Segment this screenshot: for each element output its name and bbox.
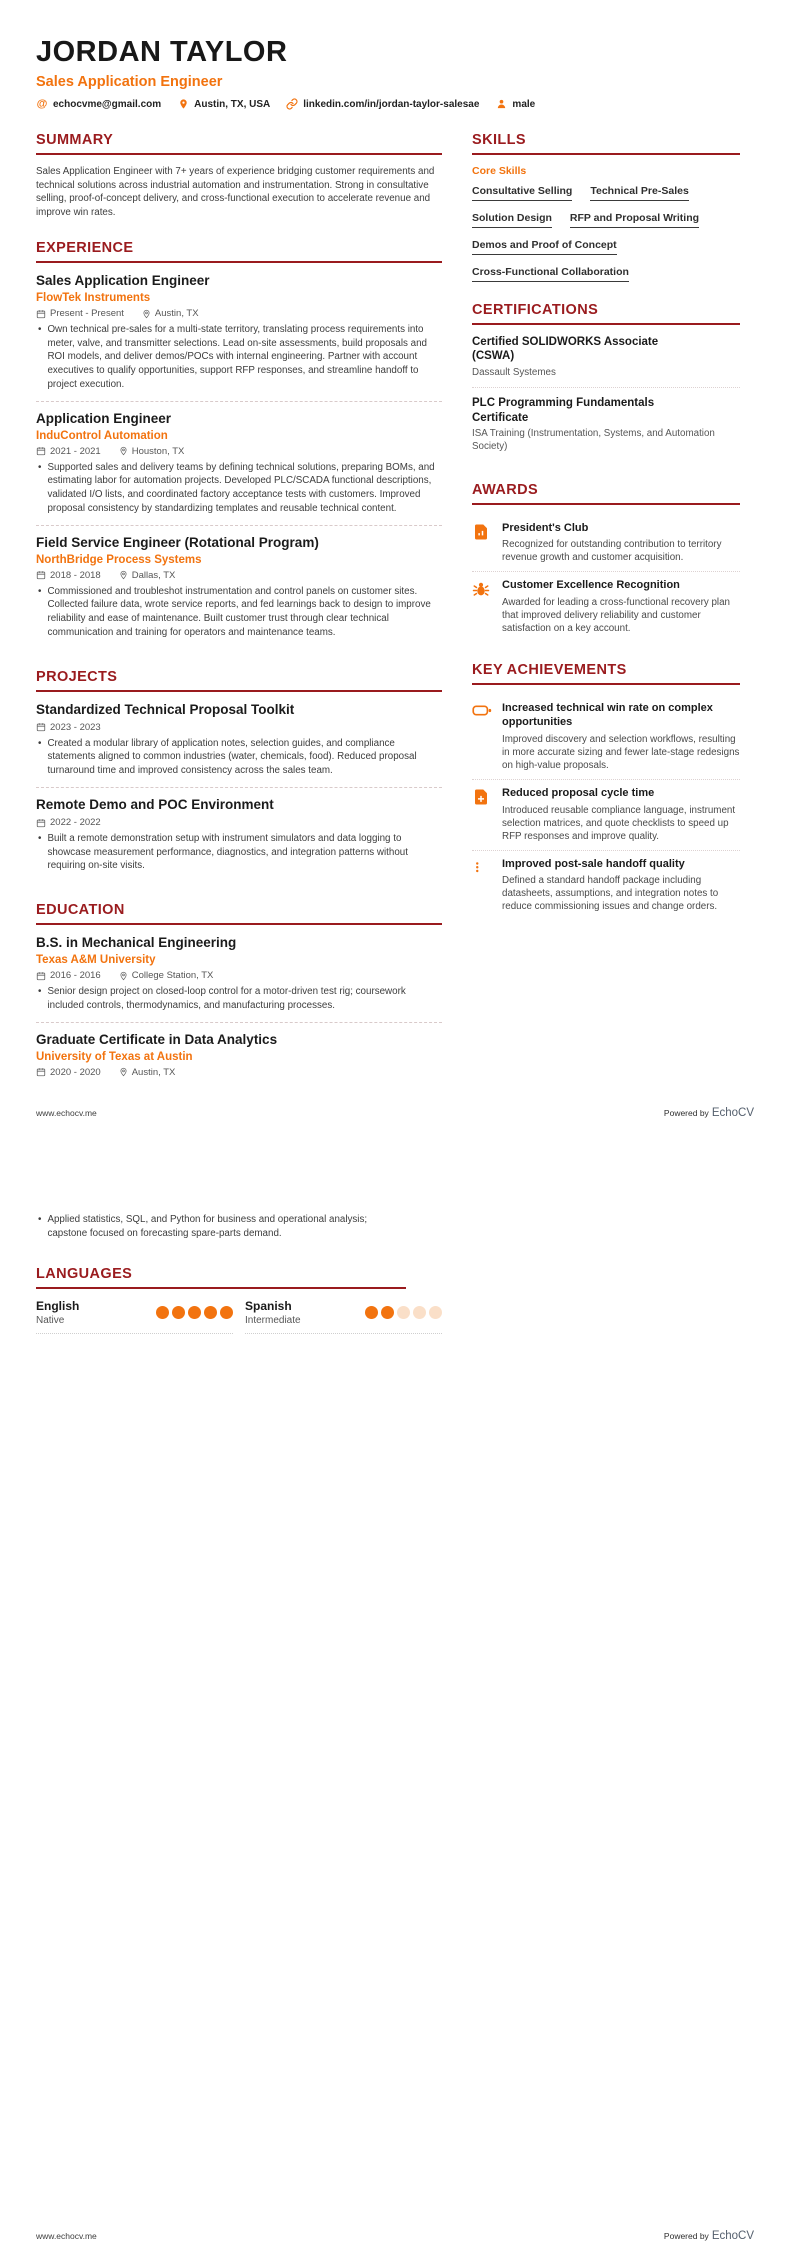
award-entry xyxy=(472,572,740,642)
dots-vertical-icon xyxy=(472,858,492,914)
contact-location xyxy=(177,98,270,110)
education-entry xyxy=(36,935,442,1023)
bug-icon xyxy=(472,579,492,635)
job-location: Houston, TX xyxy=(119,446,185,457)
experience-entry xyxy=(36,411,442,526)
date-range: 2018 - 2018 xyxy=(36,570,101,581)
date-range: 2023 - 2023 xyxy=(36,722,101,733)
calendar-icon xyxy=(36,446,46,456)
achievement-entry xyxy=(472,780,740,851)
project-title: Standardized Technical Proposal Toolkit xyxy=(36,701,295,717)
company-name: NorthBridge Process Systems xyxy=(36,553,202,566)
calendar-icon xyxy=(36,1067,46,1077)
experience-section xyxy=(36,240,442,649)
certifications-section xyxy=(472,302,740,462)
skill-item: RFP and Proposal Writing xyxy=(570,212,699,228)
language-level-dot xyxy=(156,1306,169,1319)
project-entry xyxy=(36,702,442,788)
language-level-dot xyxy=(172,1306,185,1319)
echocv-brand: EchoCV xyxy=(711,1107,754,1119)
footer-site-url[interactable]: www.echocv.me xyxy=(36,2231,97,2241)
project-title: Remote Demo and POC Environment xyxy=(36,796,274,812)
language-name: English xyxy=(36,1299,80,1314)
date-range: 2022 - 2022 xyxy=(36,817,101,828)
skill-item: Demos and Proof of Concept xyxy=(472,239,617,255)
calendar-icon xyxy=(36,971,46,981)
education-bullet-continued: • Applied statistics, SQL, and Python for business and operational analysis; capstone focused on forecasting spare-parts demand. xyxy=(38,1214,368,1239)
candidate-job-title: Sales Application Engineer xyxy=(36,74,223,90)
award-title: Customer Excellence Recognition xyxy=(502,579,680,592)
school-location: College Station, TX xyxy=(119,970,214,981)
left-column xyxy=(36,132,442,1111)
footer-powered-by: Powered by EchoCV xyxy=(663,2230,754,2242)
languages-section xyxy=(36,1266,406,1334)
education-heading: EDUCATION xyxy=(36,902,442,925)
language-level-dot xyxy=(413,1306,426,1319)
certification-name: Certified SOLIDWORKS Associate (CSWA) xyxy=(472,336,659,363)
page-footer xyxy=(36,1107,754,1119)
language-entry xyxy=(36,1299,233,1334)
contact-linkedin-text: linkedin.com/in/jordan-taylor-salesae xyxy=(303,98,480,110)
project-entry xyxy=(36,797,442,882)
document-chart-icon xyxy=(472,522,492,565)
certification-entry xyxy=(472,335,740,388)
company-name: InduControl Automation xyxy=(36,429,168,442)
location-pin-icon xyxy=(142,309,151,319)
certification-issuer: Dassault Systemes xyxy=(472,366,556,378)
link-icon xyxy=(286,98,298,110)
award-description: Recognized for outstanding contribution to territory revenue growth and customer acquisition. xyxy=(502,539,722,564)
projects-section xyxy=(36,669,442,883)
experience-heading: EXPERIENCE xyxy=(36,240,442,263)
page-footer xyxy=(36,2230,754,2242)
achievement-title: Increased technical win rate on complex opportunities xyxy=(502,702,713,729)
contact-row xyxy=(36,98,756,110)
award-description: Awarded for leading a cross-functional recovery plan that improved delivery reliability and customer satisfaction on a key account. xyxy=(502,597,730,635)
degree-title: Graduate Certificate in Data Analytics xyxy=(36,1031,278,1047)
job-bullet: • Own technical pre-sales for a multi-state territory, translating process requirements into meter, valve, and transmitter selections. Lead on-site assessments, build proposals and ROI models, and deliver demos/POCs with internal engineering. Partner with account executives to qualify opportunities, support RFP responses, and streamline handoff to project execution. xyxy=(38,324,427,390)
person-icon xyxy=(495,98,507,110)
language-level-dot xyxy=(365,1306,378,1319)
education-bullet: • Senior design project on closed-loop control for a motor-driven test rig; coursework included controls, thermodynamics, and manufacturing processes. xyxy=(38,986,406,1011)
battery-icon xyxy=(472,702,492,772)
language-level-dots xyxy=(156,1306,233,1319)
awards-heading: AWARDS xyxy=(472,482,740,505)
language-entry xyxy=(245,1299,442,1334)
calendar-icon xyxy=(36,722,46,732)
summary-section xyxy=(36,132,442,220)
language-level: Intermediate xyxy=(245,1315,301,1327)
summary-heading: SUMMARY xyxy=(36,132,442,155)
education-entry xyxy=(36,1032,442,1091)
skills-section xyxy=(472,132,740,282)
experience-entry xyxy=(36,535,442,649)
certification-name: PLC Programming Fundamentals Certificate xyxy=(472,397,655,424)
right-column xyxy=(472,132,740,1111)
job-title: Application Engineer xyxy=(36,410,172,426)
key-achievements-heading: KEY ACHIEVEMENTS xyxy=(472,662,740,685)
project-bullet: • Created a modular library of application notes, selection guides, and compliance statements aligned to common industries (water, chemicals, food). Reduced proposal turnaround time and improved consistency across the sales team. xyxy=(38,737,417,777)
date-range: Present - Present xyxy=(36,308,124,319)
resume-header xyxy=(36,36,756,110)
languages-row xyxy=(36,1299,442,1334)
language-level-dot xyxy=(204,1306,217,1319)
summary-text: Sales Application Engineer with 7+ years of experience bridging customer requirements and technical solutions across industrial automation and instrumentation. Strong in consultative selling, proof-of-concept delivery, and cross-functional execution to accelerate revenue and improve win rates. xyxy=(36,166,435,219)
calendar-icon xyxy=(36,309,46,319)
language-name: Spanish xyxy=(245,1299,292,1314)
contact-gender-text: male xyxy=(512,98,536,110)
job-title: Field Service Engineer (Rotational Program) xyxy=(36,534,319,550)
company-name: FlowTek Instruments xyxy=(36,292,151,304)
achievement-description: Improved discovery and selection workflows, resulting in more accurate sizing and fewer late-stage redesigns on high-value proposals. xyxy=(502,733,740,771)
skill-item: Cross-Functional Collaboration xyxy=(472,266,629,282)
candidate-name: JORDAN TAYLOR xyxy=(36,36,288,68)
language-level-dot xyxy=(220,1306,233,1319)
language-level: Native xyxy=(36,1315,65,1327)
job-location: Austin, TX xyxy=(142,308,199,319)
contact-email-text: echocvme@gmail.com xyxy=(53,98,162,110)
calendar-icon xyxy=(36,570,46,580)
achievement-description: Introduced reusable compliance language, instrument selection matrices, and quote checklists to speed up RFP responses and improve quality. xyxy=(502,804,736,842)
date-range: 2016 - 2016 xyxy=(36,970,101,981)
skills-group-label: Core Skills xyxy=(472,165,527,177)
language-level-dot xyxy=(429,1306,442,1319)
languages-heading: LANGUAGES xyxy=(36,1266,406,1289)
skill-item: Solution Design xyxy=(472,212,552,228)
contact-gender xyxy=(495,98,535,110)
key-achievements-section xyxy=(472,662,740,920)
skills-heading: SKILLS xyxy=(472,132,740,155)
school-name: Texas A&M University xyxy=(36,954,156,967)
contact-location-text: Austin, TX, USA xyxy=(194,98,271,110)
skill-item: Consultative Selling xyxy=(472,185,572,201)
awards-section xyxy=(472,482,740,643)
experience-entry xyxy=(36,273,442,402)
job-bullet: • Commissioned and troubleshot instrumentation and control panels on customer sites. Collected failure data, wrote service reports, and fed learnings back to design to improve reliability and ease of maintenance. Built customer trust through clear technical communication and training for operators and maintenance teams. xyxy=(38,585,431,638)
certifications-heading: CERTIFICATIONS xyxy=(472,302,740,325)
award-title: President's Club xyxy=(502,521,589,534)
language-level-dots xyxy=(365,1306,442,1319)
language-level-dot xyxy=(381,1306,394,1319)
project-bullet: • Built a remote demonstration setup with instrument simulators and data logging to showcase measurement performance, diagnostics, and integration patterns without requiring on-site visits. xyxy=(38,833,408,872)
footer-site-url[interactable]: www.echocv.me xyxy=(36,1108,97,1118)
achievement-entry xyxy=(472,695,740,780)
date-range: 2021 - 2021 xyxy=(36,446,101,457)
document-plus-icon xyxy=(472,787,492,843)
school-name: University of Texas at Austin xyxy=(36,1050,193,1063)
certification-issuer: ISA Training (Instrumentation, Systems, and Automation Society) xyxy=(472,428,715,452)
education-section xyxy=(36,902,442,1091)
achievement-title: Improved post-sale handoff quality xyxy=(502,857,685,870)
job-bullet: • Supported sales and delivery teams by defining technical solutions, preparing BOMs, and estimating labor for automation projects. Developed PLC/SCADA functional descriptions, validated I/O lists, and coordinated factory acceptance tests with customers. Improved proposal consistency by standardizing templates and reusable technical content. xyxy=(38,461,435,514)
achievement-title: Reduced proposal cycle time xyxy=(502,786,655,799)
skills-list xyxy=(472,185,740,282)
school-location: Austin, TX xyxy=(119,1067,176,1078)
job-title: Sales Application Engineer xyxy=(36,272,210,288)
language-level-dot xyxy=(188,1306,201,1319)
location-pin-icon xyxy=(177,98,189,110)
skill-item: Technical Pre-Sales xyxy=(590,185,688,201)
calendar-icon xyxy=(36,818,46,828)
contact-email[interactable] xyxy=(36,98,161,110)
achievement-description: Defined a standard handoff package including datasheets, assumptions, and integration notes to reduce commissioning issues and change orders. xyxy=(502,875,719,913)
location-pin-icon xyxy=(119,446,128,456)
language-level-dot xyxy=(397,1306,410,1319)
footer-powered-by: Powered by EchoCV xyxy=(663,1107,754,1119)
email-icon: @ xyxy=(36,98,48,110)
date-range: 2020 - 2020 xyxy=(36,1067,101,1078)
job-location: Dallas, TX xyxy=(119,570,176,581)
location-pin-icon xyxy=(119,570,128,580)
certification-entry xyxy=(472,396,740,461)
echocv-brand: EchoCV xyxy=(711,2230,754,2242)
degree-title: B.S. in Mechanical Engineering xyxy=(36,935,237,951)
projects-heading: PROJECTS xyxy=(36,669,442,692)
location-pin-icon xyxy=(119,1067,128,1077)
resume-page-2 xyxy=(0,1123,794,2246)
achievement-entry xyxy=(472,851,740,921)
award-entry xyxy=(472,515,740,573)
contact-linkedin[interactable] xyxy=(286,98,479,110)
location-pin-icon xyxy=(119,971,128,981)
